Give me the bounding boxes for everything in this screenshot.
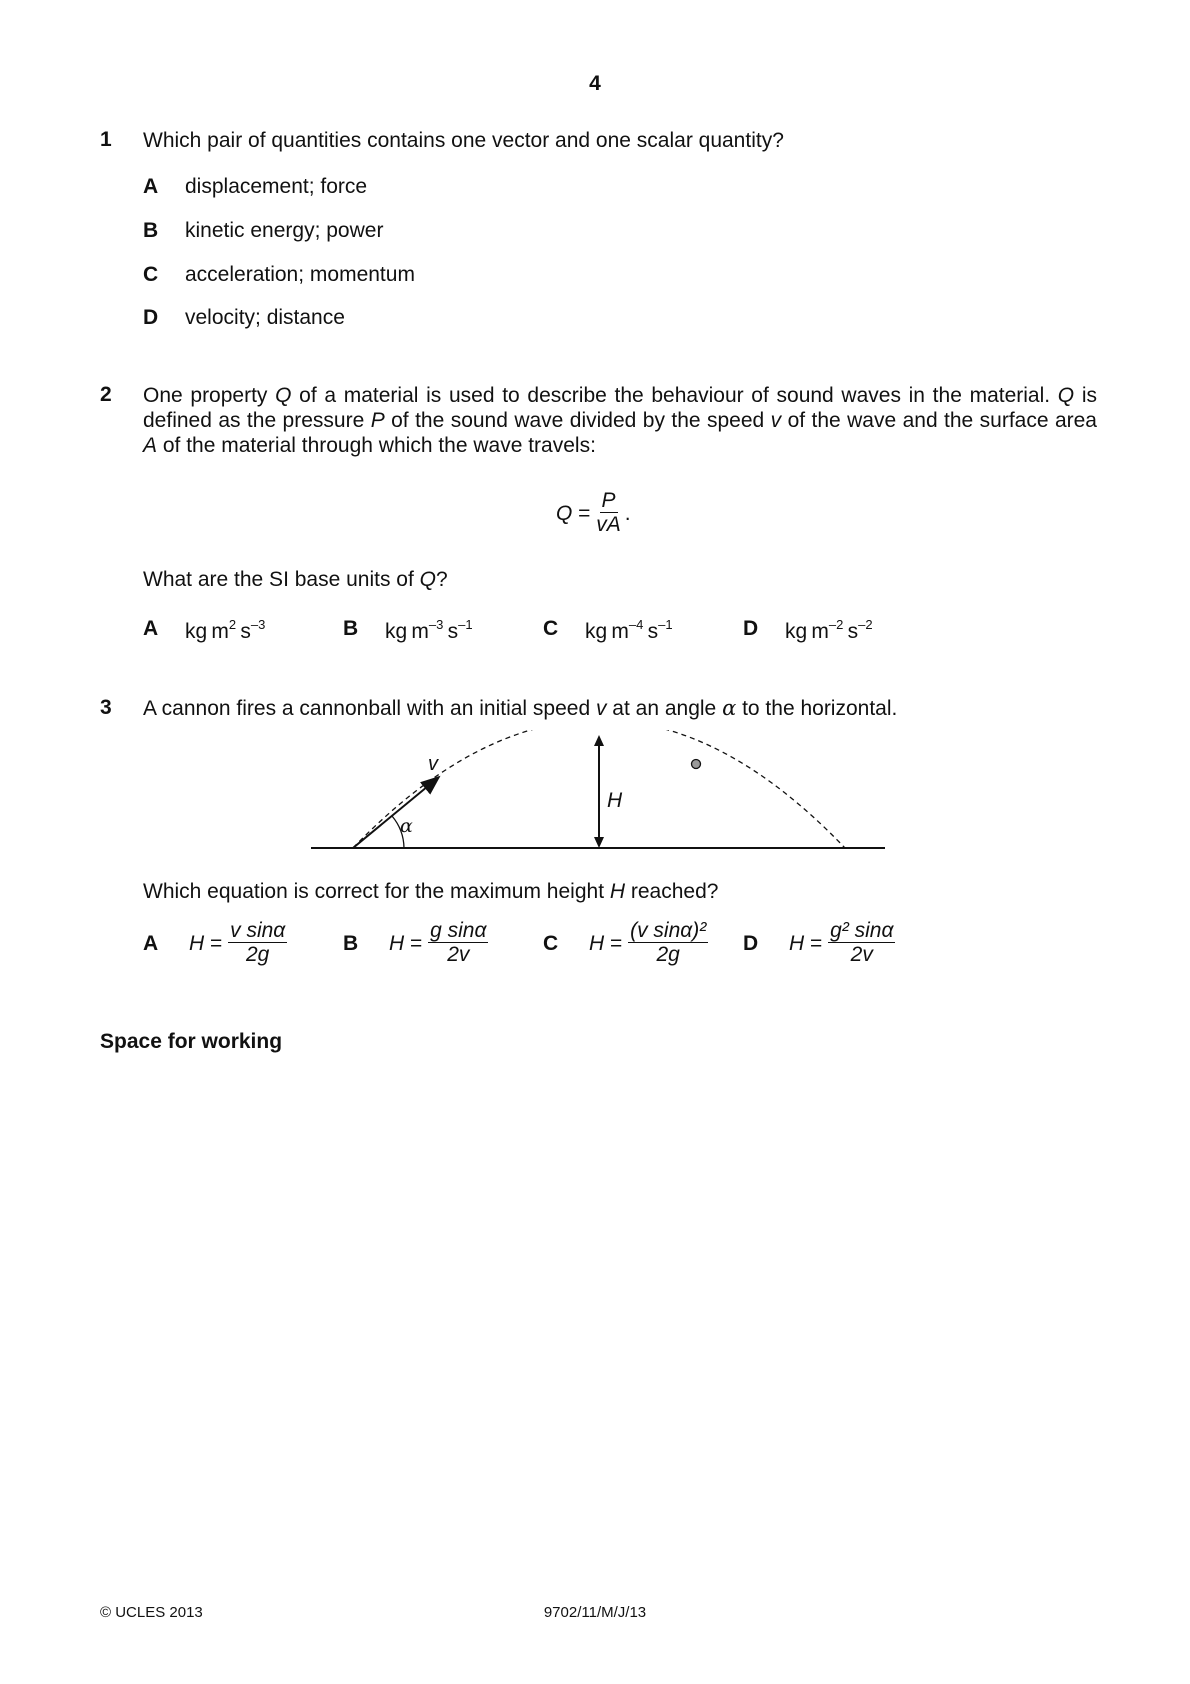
q3-option-d <box>743 920 895 967</box>
equation-fraction <box>228 920 287 967</box>
unit-m-exponent: 2 <box>228 617 237 632</box>
q1-option-a-text: displacement; force <box>185 175 368 198</box>
unit-kg: kg <box>785 620 808 643</box>
unit-s: s <box>447 620 459 643</box>
cannonball <box>692 760 701 769</box>
equation-fraction <box>628 920 708 967</box>
q3-text-segment: A cannon fires a cannonball with an initial speed <box>143 697 596 720</box>
unit-expression <box>585 617 673 644</box>
option-letter: D <box>743 617 759 640</box>
unit-m-exponent: –3 <box>428 617 444 632</box>
unit-s-exponent: –1 <box>658 617 673 632</box>
question-2-number: 2 <box>100 383 112 406</box>
question-1-text: Which pair of quantities contains one vector and one scalar quantity? <box>143 129 784 152</box>
equals-sign: = <box>604 931 629 955</box>
equals-sign: = <box>804 931 829 955</box>
q3-var-alpha: α <box>722 696 737 720</box>
fraction-numerator: (v sinα)² <box>630 919 707 942</box>
q1-option-c-text: acceleration; momentum <box>185 263 415 286</box>
prompt-var: Q <box>419 568 436 591</box>
equation-lhs: H <box>789 931 805 955</box>
option-letter: B <box>343 617 359 640</box>
fraction-numerator: P <box>601 489 616 512</box>
equation-lhs: H <box>389 931 405 955</box>
equals-sign: = <box>404 931 429 955</box>
equation-fraction <box>428 920 488 967</box>
q1-option-d-letter: D <box>143 306 159 329</box>
fraction-numerator: v sinα <box>230 919 286 942</box>
q2-text-segment: One property <box>143 384 276 407</box>
velocity-label: v <box>428 753 438 775</box>
unit-m: m <box>811 620 829 643</box>
prompt-text: ? <box>436 568 448 591</box>
q2-text-segment: is defined as the pressure <box>143 384 1097 432</box>
equals-sign: = <box>572 501 597 525</box>
question-1-number: 1 <box>100 128 112 151</box>
equation-fraction <box>828 920 895 967</box>
angle-label: α <box>400 815 413 837</box>
equals-sign: = <box>204 931 229 955</box>
unit-m: m <box>411 620 429 643</box>
height-arrow-top-head <box>594 735 604 746</box>
q2-option-b <box>343 617 473 643</box>
unit-s: s <box>240 620 251 643</box>
q3-option-b <box>343 920 488 967</box>
projectile-diagram <box>300 730 900 860</box>
q2-option-a <box>143 617 266 643</box>
q2-var-v: v <box>770 409 782 432</box>
question-3-number: 3 <box>100 696 112 719</box>
question-3-text <box>143 696 1097 721</box>
unit-expression <box>185 617 265 644</box>
q1-option-d-text: velocity; distance <box>185 306 345 329</box>
equation-lhs: H <box>589 931 605 955</box>
footer-paper-code: 9702/11/M/J/13 <box>543 1604 647 1621</box>
option-letter: A <box>143 931 159 955</box>
unit-kg: kg <box>185 620 208 643</box>
unit-expression <box>785 617 873 644</box>
unit-kg: kg <box>585 620 608 643</box>
question-2-paragraph <box>143 383 1097 458</box>
fraction-denominator: 2g <box>656 943 680 966</box>
unit-s-exponent: –1 <box>458 617 473 632</box>
q2-option-d <box>743 617 873 643</box>
option-letter: C <box>543 617 559 640</box>
question-2-prompt <box>143 568 448 592</box>
working-space-label: Space for working <box>100 1030 283 1053</box>
unit-m: m <box>211 620 229 643</box>
q3-var-v: v <box>595 697 607 720</box>
q3-option-a <box>143 920 287 967</box>
equation-lhs: Q <box>556 501 573 525</box>
unit-s-exponent: –3 <box>250 617 266 632</box>
fraction-numerator: g² sinα <box>830 919 894 942</box>
option-letter: B <box>343 931 359 955</box>
q2-text-segment: of a material is used to describe the behaviour of sound waves in the material. <box>291 384 1058 407</box>
q3-text-segment: to the horizontal. <box>736 697 898 720</box>
prompt-text: What are the SI base units of <box>143 568 420 591</box>
option-letter: A <box>143 617 159 640</box>
unit-s: s <box>647 620 659 643</box>
fraction-numerator: g sinα <box>430 919 487 942</box>
q2-var-q: Q <box>1057 384 1075 407</box>
q2-option-c <box>543 617 673 643</box>
q1-option-c-letter: C <box>143 263 159 286</box>
option-letter: C <box>543 931 559 955</box>
q2-var-a: A <box>143 434 158 457</box>
q2-equation <box>556 490 631 537</box>
fraction-denominator: 2v <box>850 943 873 966</box>
unit-expression <box>385 617 473 644</box>
velocity-arrow <box>353 777 439 848</box>
question-3-prompt <box>143 880 718 904</box>
unit-m-exponent: –4 <box>628 617 644 632</box>
q2-var-p: P <box>370 409 385 432</box>
q1-option-b-text: kinetic energy; power <box>185 219 384 242</box>
fraction-denominator: vA <box>596 513 621 536</box>
q2-text-segment: of the wave and the surface area <box>781 409 1097 432</box>
footer-copyright: © UCLES 2013 <box>100 1604 203 1621</box>
prompt-text: Which equation is correct for the maximum height <box>143 880 610 903</box>
q3-text-segment: at an angle <box>606 697 723 720</box>
height-label: H <box>607 789 623 812</box>
unit-kg: kg <box>385 620 408 643</box>
option-letter: D <box>743 931 759 955</box>
height-arrow-bottom-head <box>594 837 604 848</box>
q2-var-q: Q <box>275 384 292 407</box>
page-number: 4 <box>589 72 601 95</box>
q1-option-a-letter: A <box>143 175 159 198</box>
prompt-var: H <box>609 880 626 903</box>
equation-period: . <box>624 501 631 525</box>
equation-lhs: H <box>189 931 205 955</box>
fraction-denominator: 2g <box>246 943 270 966</box>
unit-s-exponent: –2 <box>858 617 873 632</box>
q2-text-segment: of the material through which the wave travels: <box>157 434 596 457</box>
fraction-denominator: 2v <box>447 943 470 966</box>
unit-m: m <box>611 620 629 643</box>
unit-m-exponent: –2 <box>828 617 844 632</box>
unit-s: s <box>847 620 859 643</box>
prompt-text: reached? <box>625 880 719 903</box>
q3-option-c <box>543 920 708 967</box>
equation-fraction <box>596 490 621 537</box>
q2-text-segment: of the sound wave divided by the speed <box>384 409 771 432</box>
q1-option-b-letter: B <box>143 219 159 242</box>
